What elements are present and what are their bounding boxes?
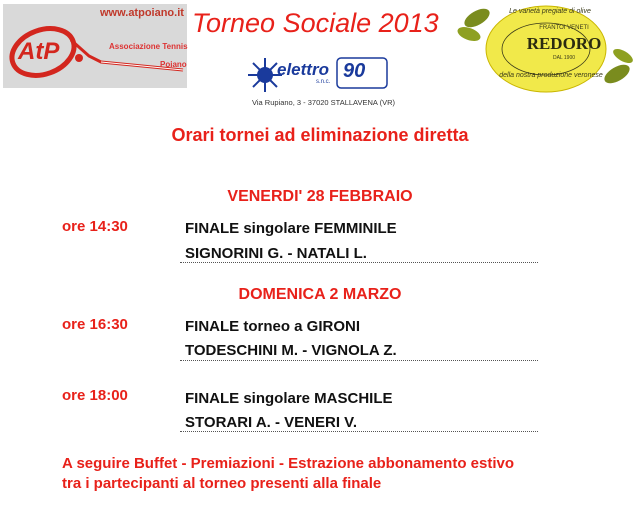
match-players: SIGNORINI G. - NATALI L. [185, 245, 367, 262]
elettro-name: elettro [277, 60, 329, 79]
day-heading: VENERDI' 28 FEBBRAIO [227, 188, 413, 205]
divider [180, 431, 538, 432]
match-time: ore 14:30 [62, 218, 128, 235]
match-players: TODESCHINI M. - VIGNOLA Z. [185, 342, 397, 359]
redoro-tagline-top: Le varietà pregiate di olive [509, 8, 591, 15]
atp-url-link[interactable]: www.atpoiano.it [100, 7, 184, 19]
day-heading: DOMENICA 2 MARZO [238, 286, 402, 303]
elettro-suffix: s.n.c. [316, 79, 331, 85]
divider [180, 360, 538, 361]
page-title: Torneo Sociale 2013 [192, 8, 439, 38]
match-players: STORARI A. - VENERI V. [185, 414, 357, 431]
elettro-address: Via Rupiano, 3 - 37020 STALLAVENA (VR) [252, 98, 395, 107]
footer-line-1: A seguire Buffet - Premiazioni - Estrazione abbonamento estivo [62, 455, 515, 472]
redoro-since: DAL 1900 [552, 55, 576, 61]
atp-org-name: Associazione Tennis [109, 42, 188, 51]
elettro-number: 90 [343, 60, 366, 82]
redoro-tagline-bottom: della nostra produzione veronese [499, 72, 603, 79]
atp-logo-text: AtP [18, 38, 60, 65]
match-event: FINALE singolare MASCHILE [185, 390, 393, 407]
redoro-name: REDORO [526, 34, 602, 53]
divider [180, 262, 538, 263]
match-time: ore 18:00 [62, 387, 128, 404]
redoro-small-text: FRANTOI VENETI [539, 25, 589, 31]
match-event: FINALE torneo a GIRONI [185, 318, 361, 335]
match-event: FINALE singolare FEMMINILE [185, 220, 397, 237]
footer-line-2: tra i partecipanti al torneo presenti alla finale [62, 475, 382, 492]
schedule-subtitle: Orari tornei ad eliminazione diretta [171, 125, 469, 145]
atp-org-location: Poiano [160, 60, 187, 69]
match-time: ore 16:30 [62, 316, 128, 333]
